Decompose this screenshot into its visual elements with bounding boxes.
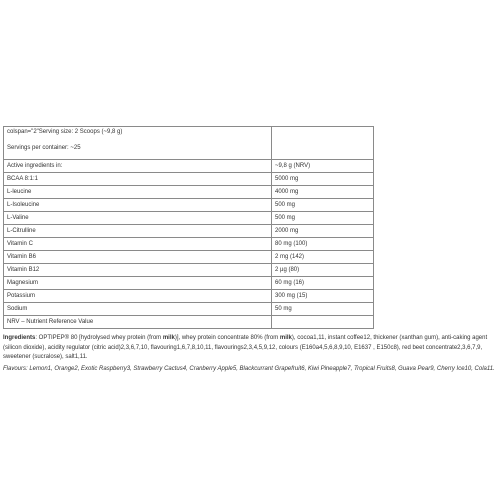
row-value: 2000 mg (272, 225, 374, 238)
table-row (4, 186, 374, 199)
table-row (4, 212, 374, 225)
ingredients-paragraph (3, 334, 495, 363)
row-value: 2 µg (80) (272, 264, 374, 277)
row-label: L-leucine (4, 186, 272, 199)
table-row (4, 238, 374, 251)
row-value: 500 mg (272, 199, 374, 212)
nrv-footnote: NRV – Nutrient Reference Value (4, 316, 272, 329)
row-label: Vitamin C (4, 238, 272, 251)
row-label: L-Citrulline (4, 225, 272, 238)
ingredients-text-part-3: ), cocoa1,11, instant coffee12, thickener (xanthan gum), anti-caking agent (silicon dioxide), acidity regulator (citric acid)2,3,6,7,10, flavouring1,6,7,8,10,11, flavourings2,3,4,5,9,12, colours (E160a4,5,6,8,9,10, E1637 , E150c8), red beet concentrate2,3,6,7,9, sweetener (sucralose), salt1,11. (3, 335, 488, 361)
row-value: 500 mg (272, 212, 374, 225)
row-label: Vitamin B6 (4, 251, 272, 264)
row-value: 80 mg (100) (272, 238, 374, 251)
row-value: 300 mg (15) (272, 290, 374, 303)
row-value: 2 mg (142) (272, 251, 374, 264)
table-row (4, 225, 374, 238)
ingredients-label: Ingredients (3, 335, 36, 341)
row-label: Sodium (4, 303, 272, 316)
row-label: Active ingredients in: (4, 160, 272, 173)
row-label: Vitamin B12 (4, 264, 272, 277)
table-header-row (4, 127, 374, 160)
row-value: 5000 mg (272, 173, 374, 186)
row-value: 50 mg (272, 303, 374, 316)
serving-size-text: colspan="2"Serving size: 2 Scoops (~9,8 g) (7, 129, 123, 135)
nutrition-table (3, 126, 374, 329)
table-row (4, 277, 374, 290)
allergen-milk-1: milk (162, 335, 175, 341)
table-row (4, 160, 374, 173)
serving-info-empty-cell (272, 127, 374, 160)
row-label: L-Valine (4, 212, 272, 225)
row-value: ~9,8 g (NRV) (272, 160, 374, 173)
table-row (4, 264, 374, 277)
table-row (4, 199, 374, 212)
footnote-row (4, 316, 374, 329)
table-row (4, 290, 374, 303)
table-row (4, 173, 374, 186)
row-label: Magnesium (4, 277, 272, 290)
flavours-paragraph: Flavours: Lemon1, Orange2, Exotic Raspberry3, Strawberry Cactus4, Cranberry Apple5, Blackcurrant Grapefruit6, Kiwi Pineapple7, Tropical Fruits8, Guava Pear9, Cherry Ice10, Cola11. (3, 366, 495, 372)
allergen-milk-2: milk (279, 335, 292, 341)
ingredients-text-part-1: : OPTIPEP® 80 [hydrolysed whey protein (from (35, 335, 163, 341)
footnote-empty-cell (272, 316, 374, 329)
row-label: BCAA 8:1:1 (4, 173, 272, 186)
ingredients-text-part-2: )], whey protein concentrate 80% (from (174, 335, 280, 341)
row-value: 60 mg (16) (272, 277, 374, 290)
row-value: 4000 mg (272, 186, 374, 199)
table-row (4, 303, 374, 316)
serving-info-cell (4, 127, 272, 160)
table-row (4, 251, 374, 264)
servings-per-container-text: Servings per container: ~25 (7, 145, 81, 151)
row-label: Potassium (4, 290, 272, 303)
row-label: L-Isoleucine (4, 199, 272, 212)
